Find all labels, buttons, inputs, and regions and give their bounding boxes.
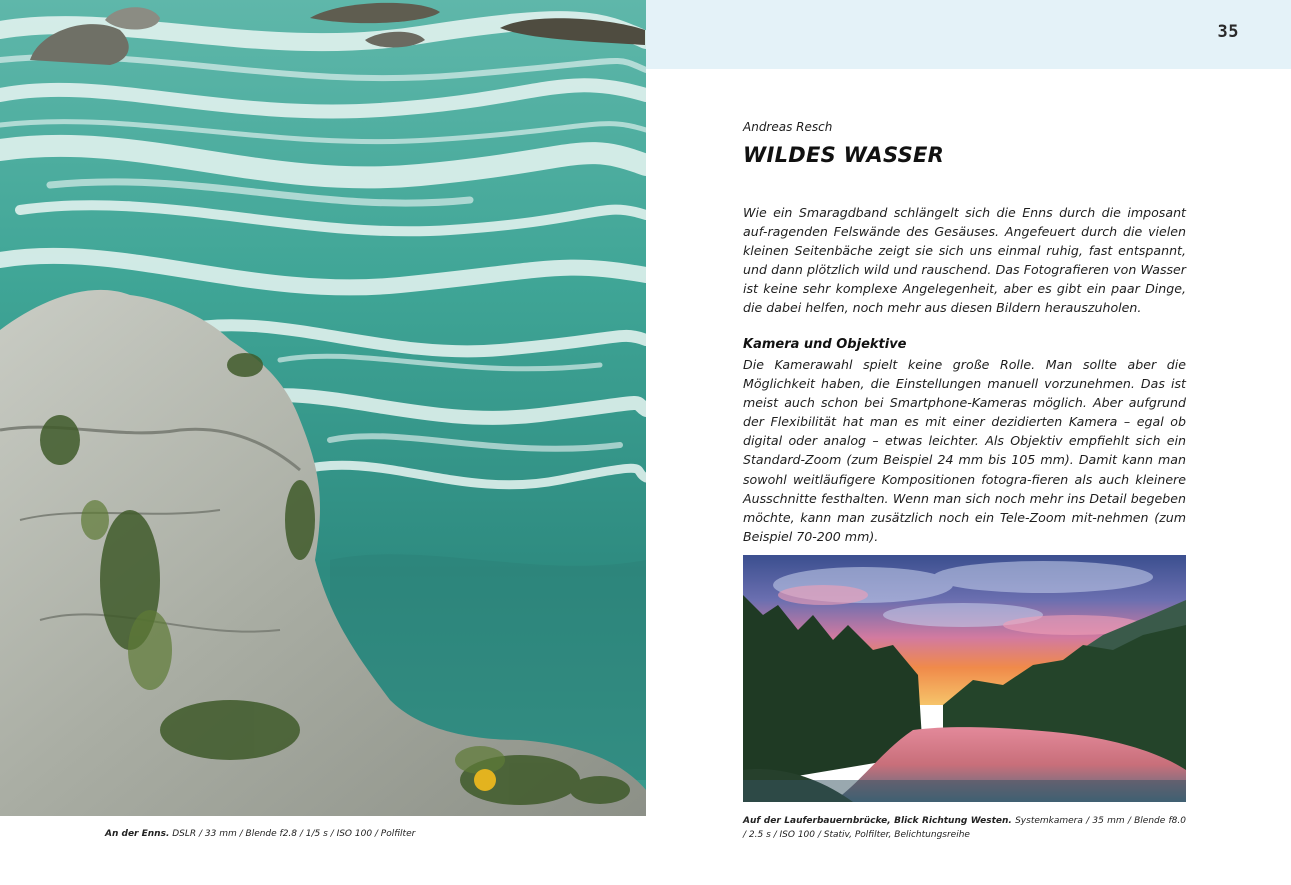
right-caption-details: Systemkamera / 35 mm / Blende f8.0 / 2.5 s / ISO 100 / Stativ, Polfilter, Belichtungsreihe [743, 816, 1186, 840]
intro-paragraph: Wie ein Smaragdband schlängelt sich die Enns durch die imposant auf-ragenden Felswände des Gesäuses. Angefeuert durch die vielen kleinen Seitenbäche zeigt sie sich uns einmal ruhig, fast entspannt, und dann plötzlich wild und rauschend. Das Fotografieren von Wasser ist keine sehr komplexe Angelegenheit, aber es gibt ein paar Dinge, die dabei helfen, noch mehr aus diesen Bildern herauszuholen. [743, 205, 1186, 316]
river-rapids-photo [0, 0, 646, 816]
author-name: Andreas Resch [743, 120, 833, 134]
left-photo-caption [105, 829, 415, 839]
left-caption-details: DSLR / 33 mm / Blende f2.8 / 1/5 s / ISO 100 / Polfilter [172, 829, 416, 839]
sunset-river-photo [743, 555, 1186, 802]
left-caption-title: An der Enns. [105, 829, 170, 839]
page-number: 35 [1217, 22, 1239, 42]
page-header-band [646, 0, 1291, 69]
right-caption-title: Auf der Lauferbauernbrücke, Blick Richtung Westen. [743, 816, 1012, 826]
river-rapids-illustration [0, 0, 646, 816]
sunset-river-illustration [743, 555, 1186, 802]
section-paragraph: Die Kamerawahl spielt keine große Rolle. Man sollte aber die Möglichkeit haben, die Einstellungen manuell vorzunehmen. Das ist meist auch schon bei Smartphone-Kameras möglich. Aber aufgrund der Flexibilität hat man es mit einer dezidierten Kamera – egal ob digital oder analog – etwas leichter. Als Objektiv empfiehlt sich ein Standard-Zoom (zum Beispiel 24 mm bis 105 mm). Damit kann man sowohl weitläufigere Kompositionen fotogra-fieren als auch kleinere Ausschnitte festhalten. Wenn man sich noch mehr ins Detail begeben möchte, kann man zusätzlich noch ein Tele-Zoom mit-nehmen (zum Beispiel 70-200 mm). [743, 357, 1186, 544]
article-title: WILDES WASSER [743, 143, 945, 167]
right-photo-caption [743, 814, 1186, 842]
section-heading: Kamera und Objektive [743, 337, 907, 352]
